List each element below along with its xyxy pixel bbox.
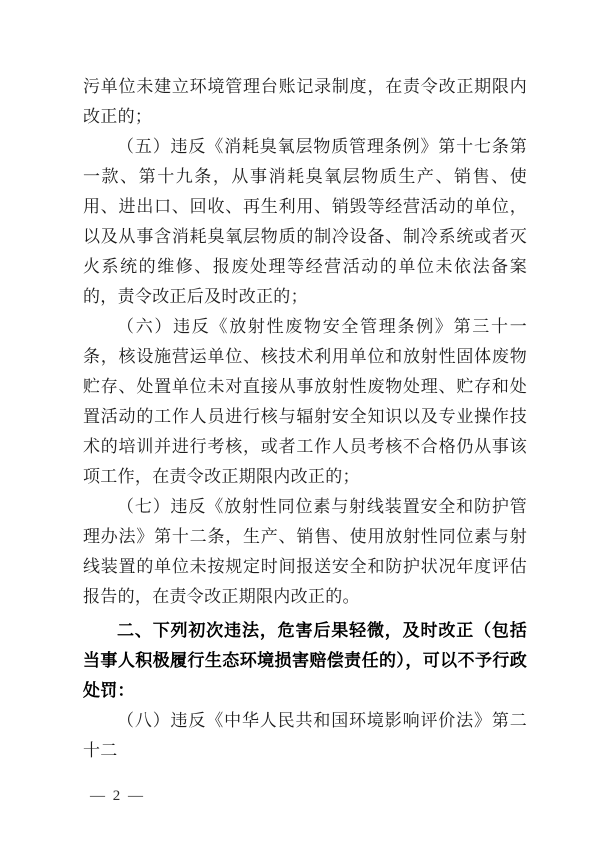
- paragraph-item-5: （五）违反《消耗臭氧层物质管理条例》第十七条第一款、第十九条，从事消耗臭氧层物质生产、销售、使用、进出口、回收、再生利用、销毁等经营活动的单位，以及从事含消耗臭氧层物质的制冷设备、制冷系统或者灭火系统的维修、报废处理等经营活动的单位未依法备案的，责令改正后及时改正的；: [83, 137, 527, 306]
- paragraph-item-6: （六）违反《放射性废物安全管理条例》第三十一条，核设施营运单位、核技术利用单位和放射性固体废物贮存、处置单位未对直接从事放射性废物处理、贮存和处置活动的工作人员进行核与辐射安全知识以及专业操作技术的培训并进行考核，或者工作人员考核不合格仍从事该项工作，在责令改正期限内改正的；: [83, 317, 527, 486]
- paragraph-item-8: （八）违反《中华人民共和国环境影响评价法》第二十二: [83, 711, 527, 760]
- paragraph-continuation: 污单位未建立环境管理台账记录制度，在责令改正期限内改正的；: [83, 77, 527, 126]
- page-number: — 2 —: [90, 788, 145, 804]
- section-heading-2: 二、下列初次违法，危害后果轻微，及时改正（包括当事人积极履行生态环境损害赔偿责任的），可以不予行政处罚：: [83, 621, 527, 700]
- document-body: [83, 72, 527, 766]
- paragraph-item-7: （七）违反《放射性同位素与射线装置安全和防护管理办法》第十二条，生产、销售、使用放射性同位素与射线装置的单位未按规定时间报送安全和防护状况年度评估报告的，在责令改正期限内改正的。: [83, 497, 527, 606]
